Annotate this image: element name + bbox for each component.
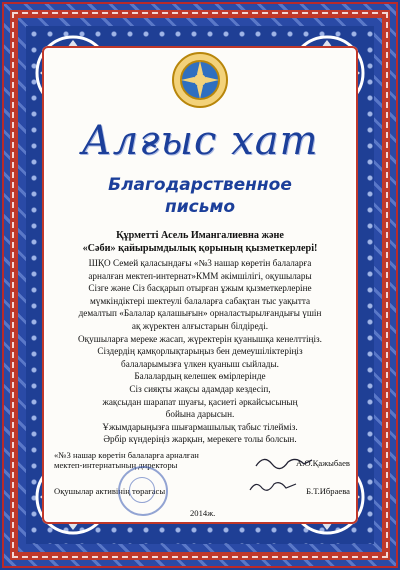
body-line: бойына дарысын. <box>165 409 235 420</box>
body-line: арналған мектеп-интернат»КММ әкімшілігі, оқушылары <box>88 270 312 281</box>
round-seal-stamp-icon <box>118 466 168 516</box>
body-line: Әрбір күндеріңіз жарқын, мерекеге толы болсын. <box>103 434 297 445</box>
body-line: ШҚО Семей қаласындағы «№3 нашар көретін балаларға <box>88 258 312 268</box>
signature-student-council-name: Б.Т.Ибраева <box>306 486 350 496</box>
body-line: Оқушыларға мереке жасап, жүректерін қуанышқа кенелттіңіз. <box>78 333 322 344</box>
body-line: ақ жүректен алғыстарын білдіреді. <box>131 320 269 331</box>
signature-director-title-line1: «№3 нашар көретін балаларға арналған <box>54 450 199 460</box>
handwritten-signature <box>248 478 298 496</box>
body-line: демалтып «Балалар қалашығын» орналастырылғандығы үшін <box>78 308 322 319</box>
certificate-content <box>42 46 358 524</box>
address-block <box>58 230 342 255</box>
body-line: Сіздердің қамқорлықтарыңыз бен демеушіліктеріңіз <box>97 346 303 357</box>
signature-student-council-title: Оқушылар активінің төрағасы <box>54 486 166 496</box>
title-russian-line1: Благодарственное <box>108 175 292 195</box>
body-line: мүмкіндіктері шектеулі балаларға сабақтан тыс уақытта <box>89 295 311 306</box>
body-line: Сізге және Сіз басқарып отырған ұжым қызметкерлеріне <box>88 283 312 294</box>
body-line: балаларымызға үлкен қуаныш сыйлады. <box>121 358 279 369</box>
signature-director-name: А.О.Қажыбаев <box>295 458 350 468</box>
address-line1: Құрметті Асель Имангалиевна және <box>116 230 284 241</box>
kazakhstan-state-emblem-icon <box>170 50 230 110</box>
signature-director-title <box>54 450 199 470</box>
title-script: Алғыс хат <box>81 118 319 164</box>
title-russian <box>42 174 358 218</box>
body-line: Ұжымдарыңызға шығармашылық табыс тілейміз. <box>102 421 298 432</box>
body-line: Сіз сияқты жақсы адамдар кездесіп, <box>129 383 271 394</box>
letter-body <box>54 257 346 446</box>
title-russian-line2: письмо <box>164 197 236 217</box>
handwritten-signature <box>254 452 314 472</box>
body-line: жақсыдан шарапат шуағы, қасиеті әркайсысының <box>102 396 298 407</box>
signature-director-title-line2: мектеп-интернатының директоры <box>54 460 178 470</box>
address-line2: «Сәби» қайырымдылық қорының қызметкерлері! <box>82 242 318 254</box>
body-line: Балалардың келешек өмірлерінде <box>134 371 266 382</box>
document-year: 2014ж. <box>190 508 216 518</box>
